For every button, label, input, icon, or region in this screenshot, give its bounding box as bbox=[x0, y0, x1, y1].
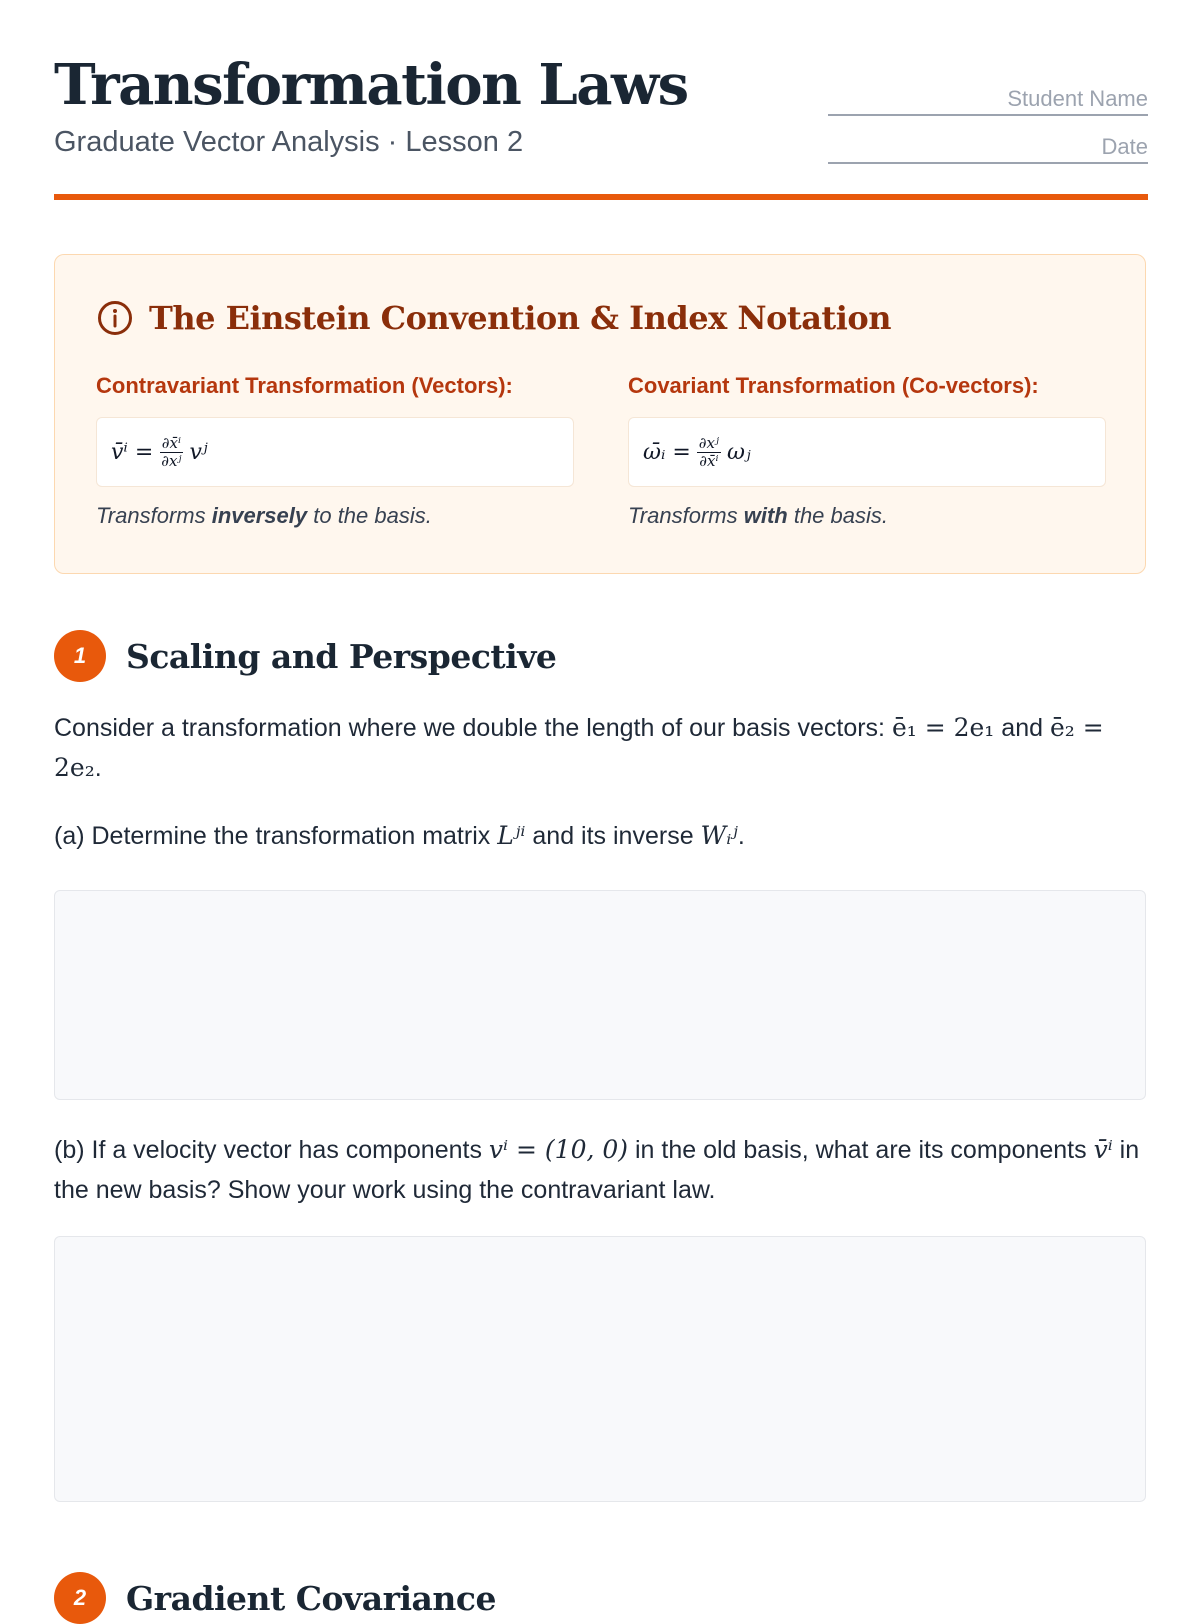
question-math: Wᵢʲ bbox=[700, 821, 738, 850]
question-math: Lʲⁱ bbox=[497, 821, 526, 850]
note-emphasis: with bbox=[743, 503, 788, 528]
contravariant-label: Contravariant Transformation (Vectors): bbox=[96, 373, 513, 398]
formula-numerator: ∂x̄ⁱ bbox=[161, 434, 181, 452]
section-1-header bbox=[54, 630, 556, 682]
header-divider bbox=[54, 194, 1148, 200]
page-subtitle: Graduate Vector Analysis · Lesson 2 bbox=[54, 126, 524, 158]
section-2-header bbox=[54, 1572, 496, 1624]
section-number-badge: 2 bbox=[54, 1572, 106, 1624]
info-box-title: The Einstein Convention & Index Notation bbox=[149, 299, 891, 337]
student-name-field[interactable]: Student Name bbox=[828, 86, 1148, 116]
section-title: Gradient Covariance bbox=[126, 1578, 496, 1618]
formula-numerator: ∂xʲ bbox=[698, 434, 719, 452]
intro-text: Consider a transformation where we double the length of our basis vectors: bbox=[54, 714, 892, 742]
question-math: v̄ⁱ bbox=[1093, 1135, 1113, 1164]
info-box-header bbox=[97, 299, 891, 337]
question-b bbox=[54, 1130, 1148, 1210]
intro-and: and bbox=[994, 714, 1050, 742]
covariant-note bbox=[628, 503, 1106, 529]
answer-box-a[interactable] bbox=[54, 890, 1146, 1100]
question-text: (b) If a velocity vector has components bbox=[54, 1136, 489, 1164]
note-emphasis: inversely bbox=[211, 503, 308, 528]
formula-denominator: ∂x̄ⁱ bbox=[699, 451, 719, 470]
formula-rhs: vʲ bbox=[189, 439, 208, 465]
contravariant-formula bbox=[111, 435, 208, 469]
contravariant-formula-box bbox=[96, 417, 574, 487]
intro-math: ē₂ = 2e₂ bbox=[54, 713, 1104, 782]
page-title: Transformation Laws bbox=[54, 52, 688, 118]
worksheet-page bbox=[54, 0, 1148, 1618]
info-box bbox=[54, 254, 1146, 574]
question-text: and its inverse bbox=[525, 822, 701, 850]
covariant-label: Covariant Transformation (Co-vectors): bbox=[628, 373, 1039, 398]
formula-fraction bbox=[697, 435, 721, 469]
question-math: vⁱ = (10, 0) bbox=[488, 1135, 629, 1164]
contravariant-note bbox=[96, 503, 574, 529]
note-prefix: Transforms bbox=[96, 503, 212, 528]
formula-denominator: ∂xʲ bbox=[161, 451, 182, 470]
info-circle-icon bbox=[97, 300, 133, 336]
question-text: in the old basis, what are its components bbox=[628, 1136, 1094, 1164]
question-a bbox=[54, 816, 1148, 856]
answer-box-b[interactable] bbox=[54, 1236, 1146, 1502]
covariant-formula-box bbox=[628, 417, 1106, 487]
question-text: (a) Determine the transformation matrix bbox=[54, 822, 498, 850]
covariant-column bbox=[628, 373, 1106, 529]
formula-lhs: ω̄ᵢ = bbox=[643, 439, 691, 465]
covariant-formula bbox=[643, 435, 751, 469]
note-suffix: to the basis. bbox=[307, 503, 432, 528]
intro-math: ē₁ = 2e₁ bbox=[891, 713, 995, 742]
note-suffix: the basis. bbox=[787, 503, 888, 528]
section-1-intro bbox=[54, 708, 1148, 788]
section-title: Scaling and Perspective bbox=[126, 636, 557, 676]
question-text: . bbox=[737, 822, 745, 850]
section-number-badge: 1 bbox=[54, 630, 106, 682]
note-prefix: Transforms bbox=[628, 503, 744, 528]
intro-end: . bbox=[94, 754, 102, 782]
date-field[interactable]: Date bbox=[828, 134, 1148, 164]
contravariant-column bbox=[96, 373, 574, 529]
formula-rhs: ωⱼ bbox=[726, 439, 751, 465]
question-text: in the new basis? Show your work using the contravariant law. bbox=[54, 1136, 1140, 1204]
formula-lhs: v̄ⁱ = bbox=[111, 439, 154, 465]
formula-fraction bbox=[159, 435, 183, 469]
